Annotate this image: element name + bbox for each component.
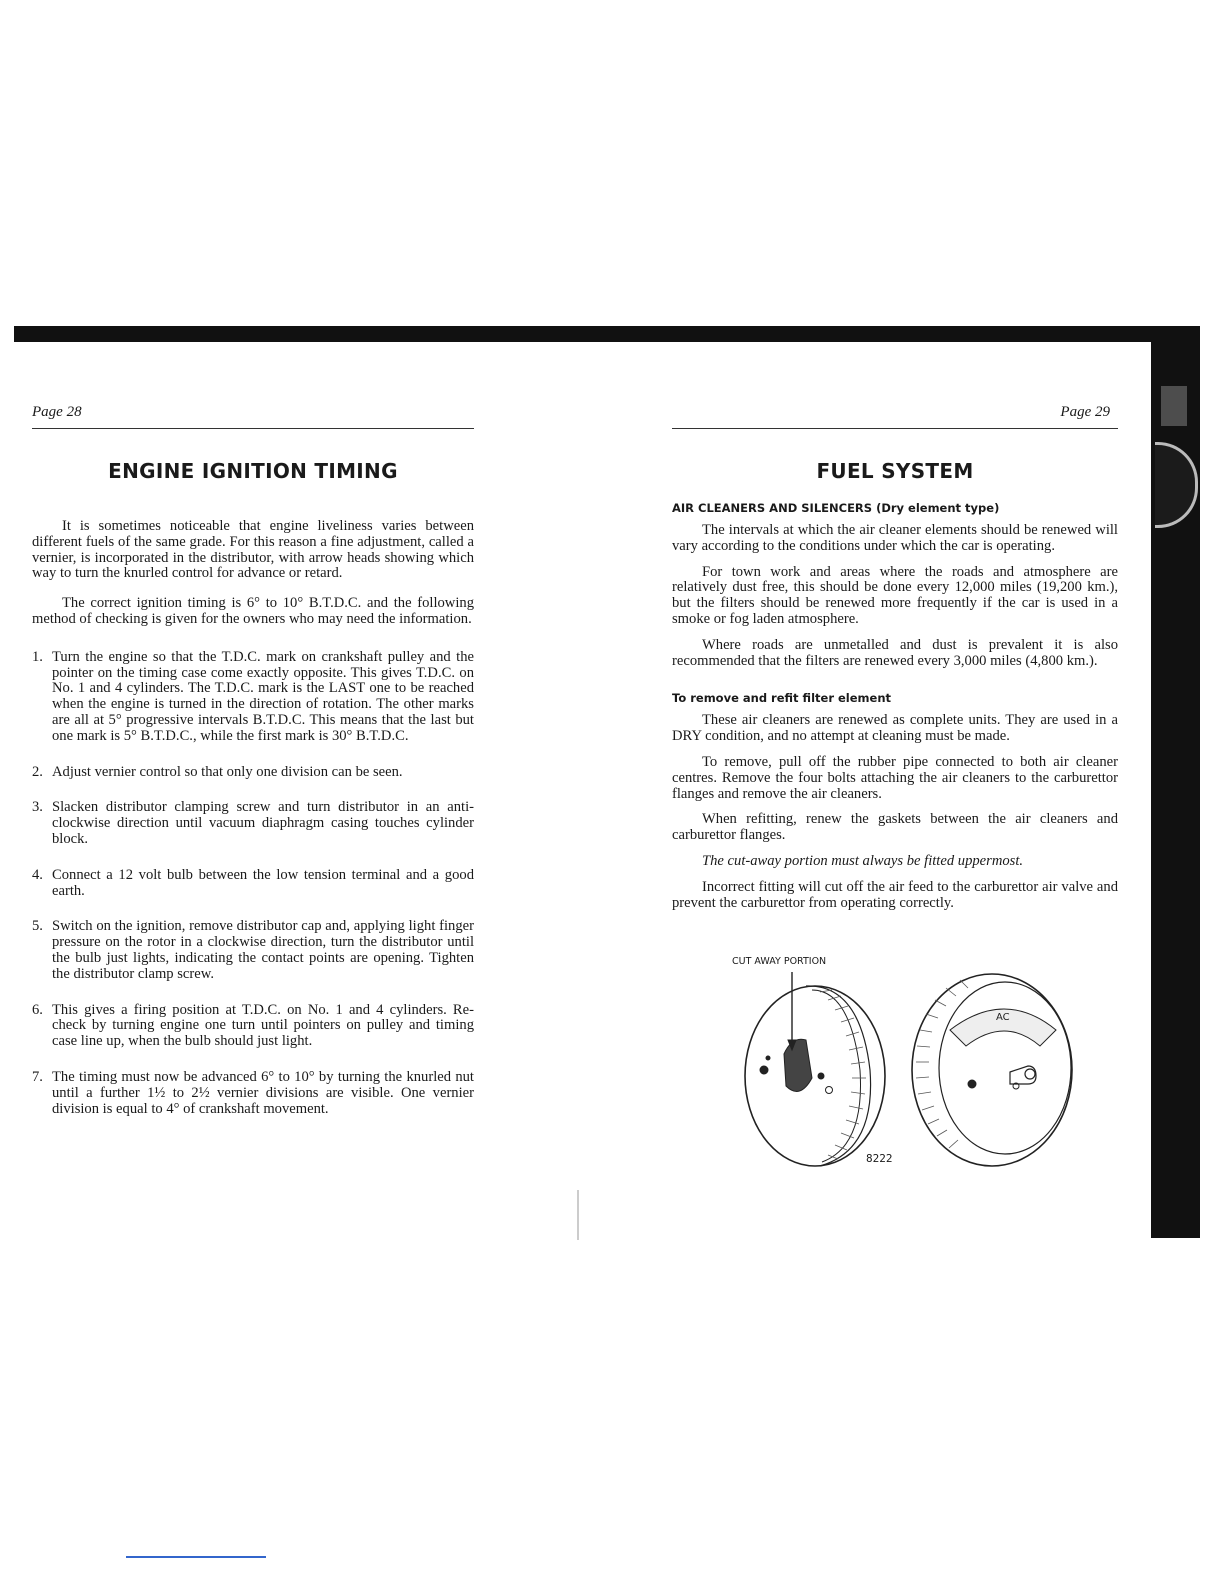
list-item xyxy=(32,1003,474,1050)
page-title: FUEL SYSTEM xyxy=(816,459,974,483)
paragraph: The intervals at which the air cleaner elements should be renewed will vary according to the conditions under which the car is operating. xyxy=(672,522,1118,554)
paragraph: Where roads are unmetalled and dust is prevalent it is also recommended that the filters are renewed every 3,000 miles (4,800 km.). xyxy=(672,636,1118,669)
figure-number: 8222 xyxy=(866,1152,893,1165)
step-number: 4. xyxy=(32,866,43,883)
scan-border-right xyxy=(1151,326,1200,1238)
list-item xyxy=(32,919,474,982)
timing-steps xyxy=(32,650,474,1118)
page-28 xyxy=(32,400,474,1117)
step-text: Connect a 12 volt bulb between the low tension terminal and a good earth. xyxy=(52,866,474,899)
list-item xyxy=(32,650,474,745)
step-number: 3. xyxy=(32,799,43,816)
section-heading: To remove and refit filter element xyxy=(672,691,891,706)
intro-paragraph: The correct ignition timing is 6° to 10° B.T.D.C. and the following method of checking is given for the owners who may need the information. xyxy=(32,595,474,627)
paragraph: Incorrect fitting will cut off the air feed to the carburettor air valve and prevent the carburettor from operating correctly. xyxy=(672,878,1118,911)
list-item xyxy=(32,868,474,900)
paragraph: These air cleaners are renewed as complete units. They are used in a DRY condition, and no attempt at cleaning must be made. xyxy=(672,712,1118,745)
step-text: This gives a firing position at T.D.C. on No. 1 and 4 cylinders. Re-check by turning engine one turn until pointers on pulley and timing case line up, when the bulb should just light. xyxy=(52,1001,474,1050)
step-number: 2. xyxy=(32,763,43,780)
paragraph: When refitting, renew the gaskets between the air cleaners and carburettor flanges. xyxy=(672,811,1118,844)
fitting-note: The cut-away portion must always be fitted uppermost. xyxy=(702,852,1024,869)
air-cleaner-left xyxy=(745,972,885,1166)
list-item xyxy=(32,800,474,847)
air-cleaner-figure xyxy=(720,950,1120,1170)
air-cleaner-brand-mark: AC xyxy=(996,1012,1010,1023)
air-cleaner-right xyxy=(912,974,1072,1166)
paragraph: For town work and areas where the roads and atmosphere are relatively dust free, this should be done every 12,000 miles (19,200 km.), but the filters should be renewed more frequently if the car is used in a smoke or fog laden atmosphere. xyxy=(672,563,1118,627)
step-text: The timing must now be advanced 6° to 10° by turning the knurled nut until a further 1½ to 2½ vernier divisions are visible. One vernier division is equal to 4° of crankshaft movement. xyxy=(52,1068,474,1117)
step-text: Turn the engine so that the T.D.C. mark on crankshaft pulley and the pointer on the timing case come exactly opposite. This gives T.D.C. on No. 1 and 4 cylinders. The T.D.C. mark is the LAST one to be reached when the engine is turned in the direction of rotation. The other marks are all at 5° progressive intervals B.T.D.C. This means that the last but one mark is 5° B.T.D.C., while the first mark is 30° B.T.D.C. xyxy=(52,648,474,744)
paragraph: To remove, pull off the rubber pipe connected to both air cleaner centres. Remove the four bolts attaching the air cleaners to the carburettor flanges and remove the air cleaners. xyxy=(672,753,1118,802)
header-rule xyxy=(32,428,474,429)
page-number: Page 29 xyxy=(1060,404,1110,420)
step-number: 5. xyxy=(32,918,43,935)
step-number: 1. xyxy=(32,648,43,665)
scan-artifact-line xyxy=(126,1556,266,1558)
page-title: ENGINE IGNITION TIMING xyxy=(108,459,398,483)
air-cleaner-illustration xyxy=(720,950,1120,1170)
page-number: Page 28 xyxy=(32,404,82,420)
intro-paragraph: It is sometimes noticeable that engine liveliness varies between different fuels of the same grade. For this reason a fine adjustment, called a vernier, is incorporated in the distributor, with arrow heads showing which way to turn the knurled control for advance or retard. xyxy=(32,518,474,582)
page-29 xyxy=(672,400,1118,911)
list-item xyxy=(32,765,474,781)
step-number: 6. xyxy=(32,1001,43,1018)
figure-label: CUT AWAY PORTION xyxy=(732,956,827,967)
list-item xyxy=(32,1070,474,1117)
scan-border-top xyxy=(14,326,1200,342)
step-text: Slacken distributor clamping screw and turn distributor in an anti-clockwise direction until vacuum diaphragm casing touches cylinder block. xyxy=(52,799,474,847)
step-text: Switch on the ignition, remove distributor cap and, applying light finger pressure on the rotor in a clockwise direction, turn the distributor until the bulb just lights, indicating the contact points are opening. Tighten the distributor clamp screw. xyxy=(52,918,474,982)
section-heading: AIR CLEANERS AND SILENCERS (Dry element type) xyxy=(672,501,1000,515)
step-number: 7. xyxy=(32,1068,43,1085)
page-gutter xyxy=(577,1190,579,1240)
header-rule xyxy=(672,428,1118,429)
step-text: Adjust vernier control so that only one division can be seen. xyxy=(52,763,403,780)
binding-notch xyxy=(1155,442,1198,528)
